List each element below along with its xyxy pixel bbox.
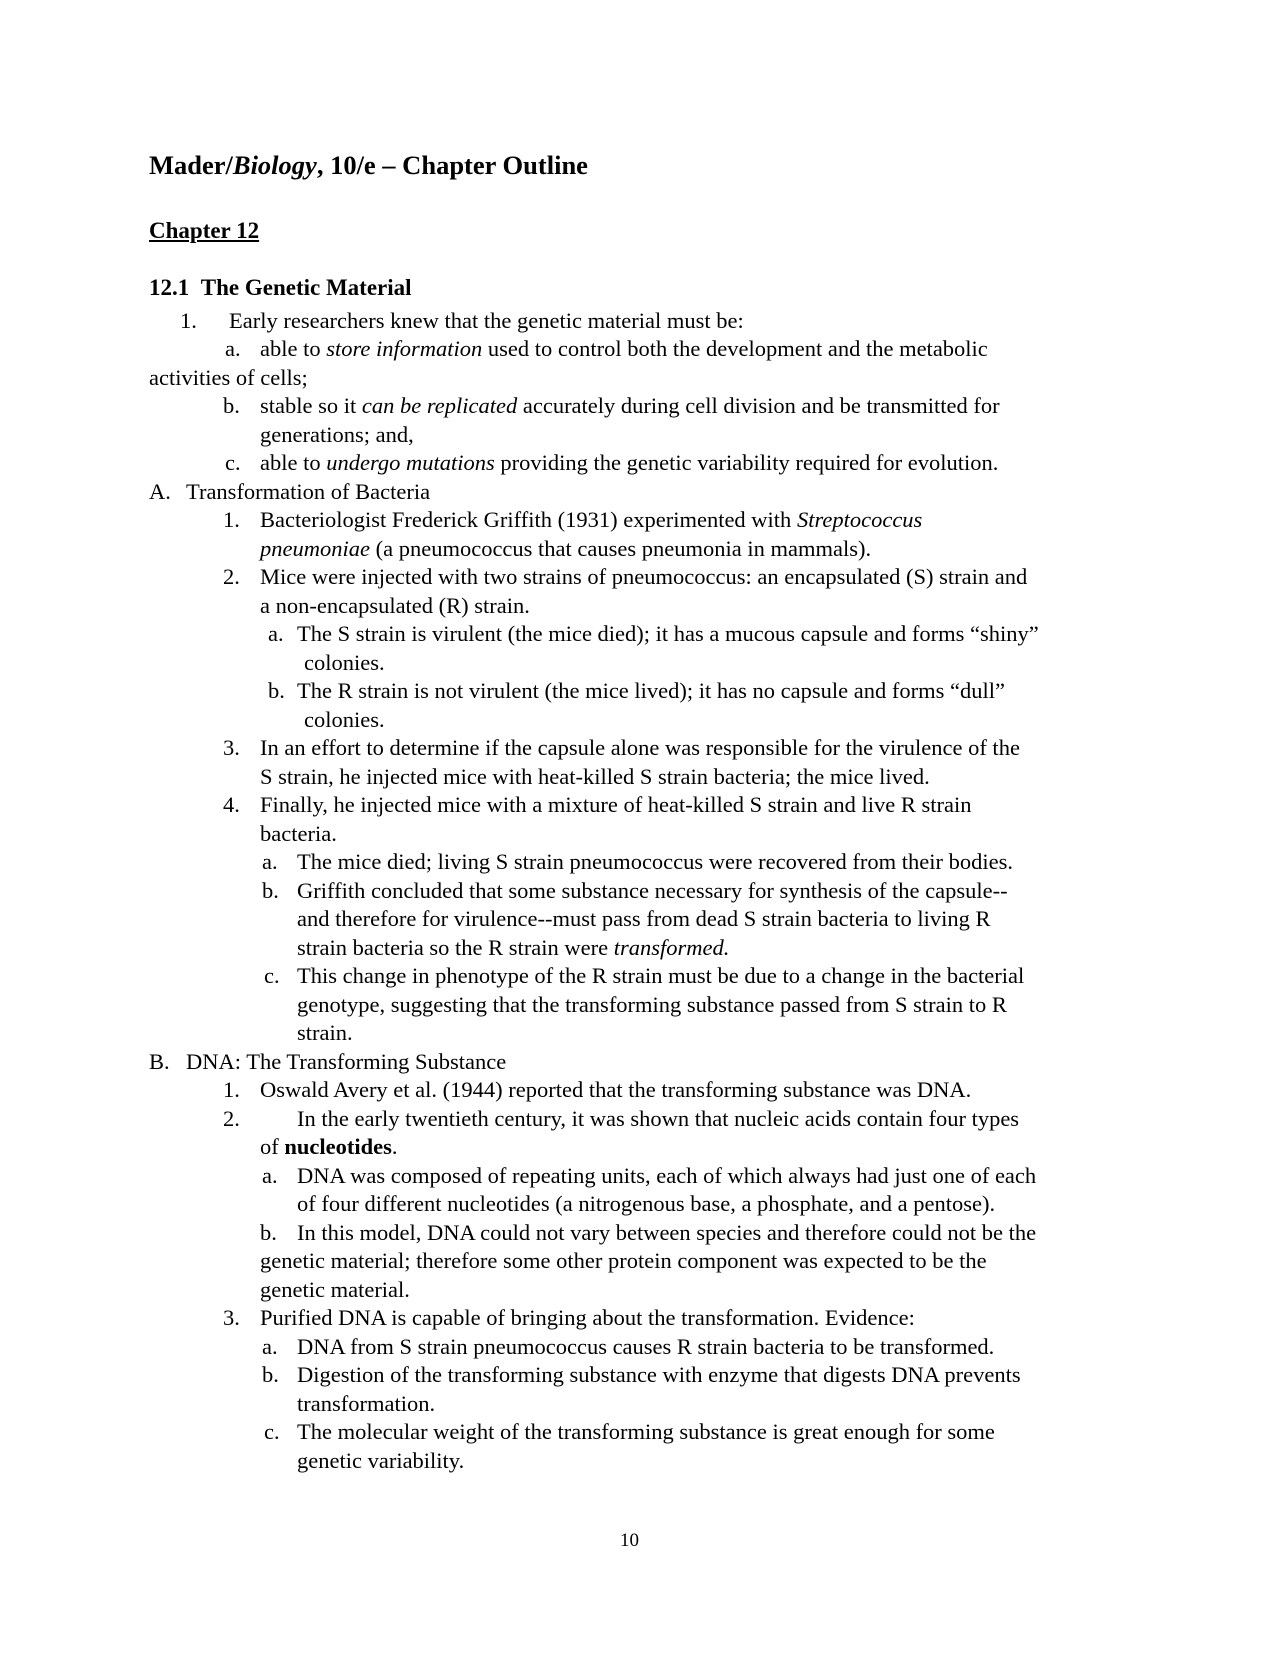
part-b-3c-line-1: The molecular weight of the transforming substance is great enough for some	[297, 1419, 995, 1444]
part-a-4-marker: 4.	[223, 792, 240, 817]
intro-a-continuation: activities of cells;	[149, 365, 308, 390]
part-a-4-line-2: bacteria.	[260, 821, 337, 846]
part-b-2a-line-2: of four different nucleotides (a nitrogenous base, a phosphate, and a pentose).	[297, 1191, 996, 1216]
part-a-4a-line-1: The mice died; living S strain pneumococcus were recovered from their bodies.	[297, 849, 1014, 874]
part-a-3-line-1: In an effort to determine if the capsule alone was responsible for the virulence of the	[260, 735, 1020, 760]
title-book: Biology	[232, 150, 317, 180]
intro-c-text	[260, 452, 998, 475]
part-a-1-italic: Streptococcus	[796, 507, 923, 532]
part-b-2a-marker: a.	[262, 1163, 278, 1188]
part-b-2-line-2-pre: of	[260, 1134, 285, 1159]
part-b-marker: B.	[149, 1049, 170, 1074]
part-a-2-line-1: Mice were injected with two strains of pneumococcus: an encapsulated (S) strain and	[260, 564, 1028, 589]
part-b-1-line-1: Oswald Avery et al. (1944) reported that the transforming substance was DNA.	[260, 1077, 972, 1102]
part-b-2-line-2-post: .	[391, 1134, 398, 1159]
intro-a-italic: store information	[326, 336, 483, 361]
part-b-3-line-1: Purified DNA is capable of bringing about the transformation. Evidence:	[260, 1305, 915, 1330]
part-a-marker: A.	[149, 479, 171, 504]
part-a-3-marker: 3.	[223, 735, 240, 760]
part-a-4c-line-2: genotype, suggesting that the transforming substance passed from S strain to R	[297, 992, 1007, 1017]
part-b-2-bold-term: nucleotides	[284, 1134, 392, 1159]
title-author: Mader/	[149, 150, 233, 180]
chapter-heading: Chapter 12	[149, 218, 260, 243]
intro-b-italic: can be replicated	[361, 393, 518, 418]
intro-a-post: used to control both the development and the metabolic	[482, 336, 988, 361]
part-b-3a-line-1: DNA from S strain pneumococcus causes R strain bacteria to be transformed.	[297, 1334, 995, 1359]
part-a-4b-line-3	[297, 937, 729, 960]
part-a-2-marker: 2.	[223, 564, 240, 589]
part-a-2a-line-2: colonies.	[304, 650, 385, 675]
intro-b-post: accurately during cell division and be transmitted for	[517, 393, 1000, 418]
intro-b-text	[260, 395, 1000, 418]
part-a-4b-italic: transformed.	[613, 935, 730, 960]
part-b-2-line-2	[260, 1136, 398, 1159]
part-b-2a-line-1: DNA was composed of repeating units, each of which always had just one of each	[297, 1163, 1037, 1188]
part-a-1-italic-2: pneumoniae	[260, 536, 370, 561]
part-a-2b-line-1: The R strain is not virulent (the mice lived); it has no capsule and forms “dull”	[297, 678, 1005, 703]
part-b-heading: DNA: The Transforming Substance	[186, 1049, 507, 1074]
part-a-4b-marker: b.	[262, 878, 279, 903]
part-a-4c-line-1: This change in phenotype of the R strain must be due to a change in the bacterial	[297, 963, 1025, 988]
intro-b-marker: b.	[223, 393, 240, 418]
part-a-4b-line-1: Griffith concluded that some substance necessary for synthesis of the capsule--	[297, 878, 1008, 903]
intro-c-marker: c.	[225, 450, 241, 475]
part-b-3b-line-2: transformation.	[297, 1391, 436, 1416]
part-b-3-marker: 3.	[223, 1305, 240, 1330]
part-a-3-line-2: S strain, he injected mice with heat-killed S strain bacteria; the mice lived.	[260, 764, 930, 789]
part-a-2a-line-1: The S strain is virulent (the mice died); it has a mucous capsule and forms “shiny”	[297, 621, 1039, 646]
part-a-heading: Transformation of Bacteria	[186, 479, 431, 504]
page-number: 10	[620, 1530, 639, 1551]
part-a-1-post: (a pneumococcus that causes pneumonia in mammals).	[369, 536, 872, 561]
part-b-1-marker: 1.	[223, 1077, 240, 1102]
intro-c-pre: able to	[260, 450, 327, 475]
intro-text: Early researchers knew that the genetic material must be:	[229, 308, 744, 333]
title-rest: , 10/e – Chapter Outline	[316, 150, 588, 180]
part-b-2b-line-1: In this model, DNA could not vary between species and therefore could not be the	[297, 1220, 1037, 1245]
part-a-4b-line-2: and therefore for virulence--must pass from dead S strain bacteria to living R	[297, 906, 991, 931]
part-a-1-pre: Bacteriologist Frederick Griffith (1931) experimented with	[260, 507, 797, 532]
part-a-4-line-1: Finally, he injected mice with a mixture of heat-killed S strain and live R strain	[260, 792, 972, 817]
part-a-4b-line-3-pre: strain bacteria so the R strain were	[297, 935, 614, 960]
intro-marker: 1.	[180, 308, 197, 333]
part-a-2-line-2: a non-encapsulated (R) strain.	[260, 593, 530, 618]
part-a-1-text	[260, 509, 922, 532]
part-b-3c-marker: c.	[264, 1419, 280, 1444]
intro-b-continuation: generations; and,	[260, 422, 414, 447]
part-b-2-line-1: In the early twentieth century, it was shown that nucleic acids contain four types	[297, 1106, 1020, 1131]
section-title: The Genetic Material	[200, 275, 412, 300]
part-b-2-marker: 2.	[223, 1106, 240, 1131]
part-a-2a-marker: a.	[268, 621, 284, 646]
part-b-3b-marker: b.	[262, 1362, 279, 1387]
intro-a-pre: able to	[260, 336, 327, 361]
intro-c-italic: undergo mutations	[326, 450, 495, 475]
section-heading	[149, 276, 412, 299]
part-b-2b-line-3: genetic material.	[260, 1277, 410, 1302]
part-a-1-marker: 1.	[223, 507, 240, 532]
part-b-3a-marker: a.	[262, 1334, 278, 1359]
section-number: 12.1	[149, 275, 190, 300]
part-a-1-continuation	[260, 538, 871, 561]
part-a-4c-line-3: strain.	[297, 1020, 353, 1045]
part-a-2b-marker: b.	[268, 678, 285, 703]
part-b-2b-line-2: genetic material; therefore some other protein component was expected to be the	[260, 1248, 987, 1273]
part-a-4a-marker: a.	[262, 849, 278, 874]
document-title	[149, 152, 588, 179]
intro-c-post: providing the genetic variability required for evolution.	[494, 450, 999, 475]
part-a-4c-marker: c.	[264, 963, 280, 988]
intro-b-pre: stable so it	[260, 393, 362, 418]
part-a-2b-line-2: colonies.	[304, 707, 385, 732]
part-b-3c-line-2: genetic variability.	[297, 1448, 465, 1473]
part-b-3b-line-1: Digestion of the transforming substance with enzyme that digests DNA prevents	[297, 1362, 1021, 1387]
intro-a-text	[260, 338, 988, 361]
part-b-2b-marker: b.	[260, 1220, 277, 1245]
intro-a-marker: a.	[225, 336, 241, 361]
